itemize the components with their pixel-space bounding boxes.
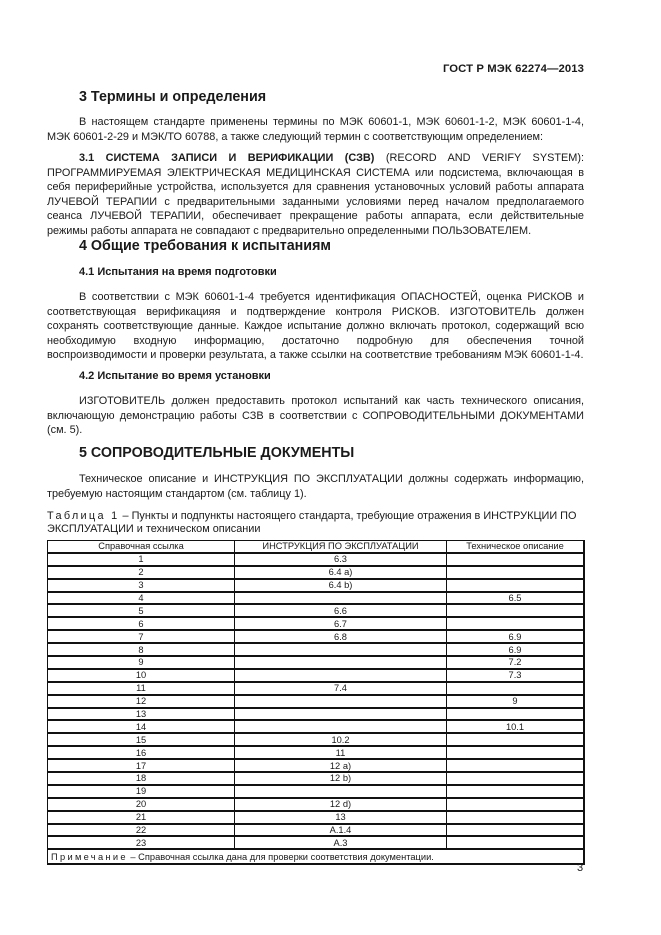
table-1-caption bbox=[47, 510, 584, 536]
cell-operating-instructions bbox=[235, 656, 447, 669]
cell-technical-description bbox=[447, 566, 585, 579]
cell-reference: 4 bbox=[48, 592, 235, 605]
table-1 bbox=[47, 540, 585, 865]
note-text: – Справочная ссылка дана для проверки соответствия документации. bbox=[127, 851, 434, 862]
section-3-heading: 3 Термины и определения bbox=[79, 89, 267, 105]
cell-reference: 14 bbox=[48, 720, 235, 733]
header-technical-description: Техническое описание bbox=[447, 541, 585, 553]
cell-operating-instructions: 6.6 bbox=[235, 604, 447, 617]
cell-operating-instructions: 11 bbox=[235, 746, 447, 759]
table-row bbox=[48, 566, 585, 579]
table-row bbox=[48, 759, 585, 772]
section-5-text: Техническое описание и ИНСТРУКЦИЯ ПО ЭКСПЛУАТАЦИИ должны содержать информацию, требуемую настоящим стандартом (см. таблицу 1). bbox=[47, 473, 584, 500]
cell-technical-description bbox=[447, 733, 585, 746]
table-row bbox=[48, 798, 585, 811]
cell-technical-description bbox=[447, 772, 585, 785]
cell-reference: 13 bbox=[48, 708, 235, 721]
cell-operating-instructions: 6.4 b) bbox=[235, 579, 447, 592]
table-row bbox=[48, 604, 585, 617]
cell-operating-instructions: 13 bbox=[235, 811, 447, 824]
note-label: Примечание bbox=[51, 851, 128, 862]
section-4-1-heading: 4.1 Испытания на время подготовки bbox=[79, 266, 277, 278]
cell-technical-description bbox=[447, 553, 585, 566]
document-code: ГОСТ Р МЭК 62274—2013 bbox=[442, 63, 584, 75]
table-row bbox=[48, 733, 585, 746]
cell-technical-description bbox=[447, 824, 585, 837]
cell-reference: 18 bbox=[48, 772, 235, 785]
cell-technical-description bbox=[447, 579, 585, 592]
cell-operating-instructions bbox=[235, 643, 447, 656]
cell-technical-description bbox=[447, 617, 585, 630]
definition-text: (RECORD AND VERIFY SYSTEM): ПРОГРАММИРУЕМАЯ ЭЛЕКТРИЧЕСКАЯ МЕДИЦИНСКАЯ СИСТЕМА или подсистема, включающая в себя периферийные устройства, используется для сравнения установочных условий работы аппарата ЛУЧЕВОЙ ТЕРАПИИ с предварительными заданными условиями перед началом предполагаемого сеанса ЛУЧЕВОЙ ТЕРАПИИ, обеспечивает прекращение работы аппарата, если действительные режимы работы аппарата не совпадают с предварительно определенными ПОЛЬЗОВАТЕЛЕМ. bbox=[47, 152, 584, 237]
cell-reference: 5 bbox=[48, 604, 235, 617]
table-row bbox=[48, 643, 585, 656]
cell-reference: 10 bbox=[48, 669, 235, 682]
cell-reference: 19 bbox=[48, 785, 235, 798]
table-row bbox=[48, 592, 585, 605]
cell-operating-instructions: 10.2 bbox=[235, 733, 447, 746]
table-row bbox=[48, 682, 585, 695]
table-row bbox=[48, 630, 585, 643]
cell-reference: 8 bbox=[48, 643, 235, 656]
table-header-row bbox=[48, 541, 585, 553]
section-4-2-heading: 4.2 Испытание во время установки bbox=[79, 370, 271, 382]
cell-reference: 1 bbox=[48, 553, 235, 566]
cell-operating-instructions: 7.4 bbox=[235, 682, 447, 695]
cell-technical-description: 6.9 bbox=[447, 643, 585, 656]
cell-technical-description bbox=[447, 836, 585, 849]
cell-technical-description bbox=[447, 798, 585, 811]
section-3-intro: В настоящем стандарте применены термины по МЭК 60601-1, МЭК 60601-1-2, МЭК 60601-1-4, МЭК 60601-2-29 и МЭК/ТО 60788, а также следующий термин с соответствующим определением: bbox=[47, 116, 584, 143]
cell-reference: 11 bbox=[48, 682, 235, 695]
cell-technical-description: 7.2 bbox=[447, 656, 585, 669]
cell-reference: 15 bbox=[48, 733, 235, 746]
table-row bbox=[48, 656, 585, 669]
cell-operating-instructions: 6.4 a) bbox=[235, 566, 447, 579]
cell-operating-instructions: 12 d) bbox=[235, 798, 447, 811]
cell-technical-description: 10.1 bbox=[447, 720, 585, 733]
cell-reference: 7 bbox=[48, 630, 235, 643]
cell-reference: 20 bbox=[48, 798, 235, 811]
table-row bbox=[48, 811, 585, 824]
cell-operating-instructions bbox=[235, 695, 447, 708]
cell-operating-instructions: 6.8 bbox=[235, 630, 447, 643]
table-row bbox=[48, 836, 585, 849]
definition-3-1 bbox=[47, 151, 584, 239]
cell-technical-description: 9 bbox=[447, 695, 585, 708]
cell-operating-instructions bbox=[235, 785, 447, 798]
table-row bbox=[48, 669, 585, 682]
cell-operating-instructions: 6.7 bbox=[235, 617, 447, 630]
cell-operating-instructions bbox=[235, 592, 447, 605]
cell-operating-instructions: 12 a) bbox=[235, 759, 447, 772]
cell-reference: 3 bbox=[48, 579, 235, 592]
cell-reference: 21 bbox=[48, 811, 235, 824]
cell-reference: 12 bbox=[48, 695, 235, 708]
cell-technical-description bbox=[447, 708, 585, 721]
cell-operating-instructions: 6.3 bbox=[235, 553, 447, 566]
table-row bbox=[48, 772, 585, 785]
cell-operating-instructions bbox=[235, 720, 447, 733]
header-operating-instructions: ИНСТРУКЦИЯ ПО ЭКСПЛУАТАЦИИ bbox=[235, 541, 447, 553]
page-number: 3 bbox=[577, 862, 584, 874]
definition-term: 3.1 СИСТЕМА ЗАПИСИ И ВЕРИФИКАЦИИ (СЗВ) bbox=[79, 152, 375, 164]
cell-operating-instructions: A.1.4 bbox=[235, 824, 447, 837]
section-4-heading: 4 Общие требования к испытаниям bbox=[79, 238, 332, 254]
table-caption-label: Таблица 1 bbox=[47, 510, 120, 522]
table-row bbox=[48, 553, 585, 566]
table-note bbox=[48, 849, 585, 864]
cell-technical-description bbox=[447, 759, 585, 772]
table-row bbox=[48, 746, 585, 759]
cell-reference: 2 bbox=[48, 566, 235, 579]
section-4-1-text: В соответствии с МЭК 60601-1-4 требуется идентификация ОПАСНОСТЕЙ, оценка РИСКОВ и соответствующая верификацияя и подтверждение контроля РИСКОВ. ИЗГОТОВИТЕЛЬ должен сохранять соответствующие данные. Каждое испытание должно включать протокол, содержащий всю необходимую входную информацию, достаточно подробную для обеспечения точной воспроизводимости и проверки результата, а также ссылки на соответствие требованиям МЭК 60601-1-4. bbox=[47, 291, 584, 362]
cell-technical-description bbox=[447, 604, 585, 617]
cell-technical-description: 6.5 bbox=[447, 592, 585, 605]
table-row bbox=[48, 785, 585, 798]
table-row bbox=[48, 579, 585, 592]
table-row bbox=[48, 824, 585, 837]
cell-operating-instructions: 12 b) bbox=[235, 772, 447, 785]
table-caption-text: – Пункты и подпункты настоящего стандарта, требующие отражения в ИНСТРУКЦИИ ПО ЭКСПЛУАТАЦИИ и техническом описании bbox=[47, 510, 577, 536]
cell-reference: 22 bbox=[48, 824, 235, 837]
cell-operating-instructions bbox=[235, 708, 447, 721]
cell-technical-description: 6.9 bbox=[447, 630, 585, 643]
cell-reference: 9 bbox=[48, 656, 235, 669]
table-row bbox=[48, 617, 585, 630]
cell-technical-description bbox=[447, 682, 585, 695]
table-row bbox=[48, 708, 585, 721]
header-reference: Справочная ссылка bbox=[48, 541, 235, 553]
table-row bbox=[48, 720, 585, 733]
table-row bbox=[48, 695, 585, 708]
cell-technical-description bbox=[447, 785, 585, 798]
cell-reference: 16 bbox=[48, 746, 235, 759]
cell-reference: 17 bbox=[48, 759, 235, 772]
cell-operating-instructions bbox=[235, 669, 447, 682]
cell-operating-instructions: A.3 bbox=[235, 836, 447, 849]
table-note-row bbox=[48, 849, 585, 864]
section-5-heading: 5 СОПРОВОДИТЕЛЬНЫЕ ДОКУМЕНТЫ bbox=[79, 445, 355, 461]
cell-technical-description bbox=[447, 746, 585, 759]
section-4-2-text: ИЗГОТОВИТЕЛЬ должен предоставить протокол испытаний как часть технического описания, включающую демонстрацию работы СЗВ в соответствии с СОПРОВОДИТЕЛЬНЫМИ ДОКУМЕНТАМИ (см. 5). bbox=[47, 395, 584, 437]
cell-reference: 23 bbox=[48, 836, 235, 849]
cell-technical-description bbox=[447, 811, 585, 824]
cell-technical-description: 7.3 bbox=[447, 669, 585, 682]
cell-reference: 6 bbox=[48, 617, 235, 630]
